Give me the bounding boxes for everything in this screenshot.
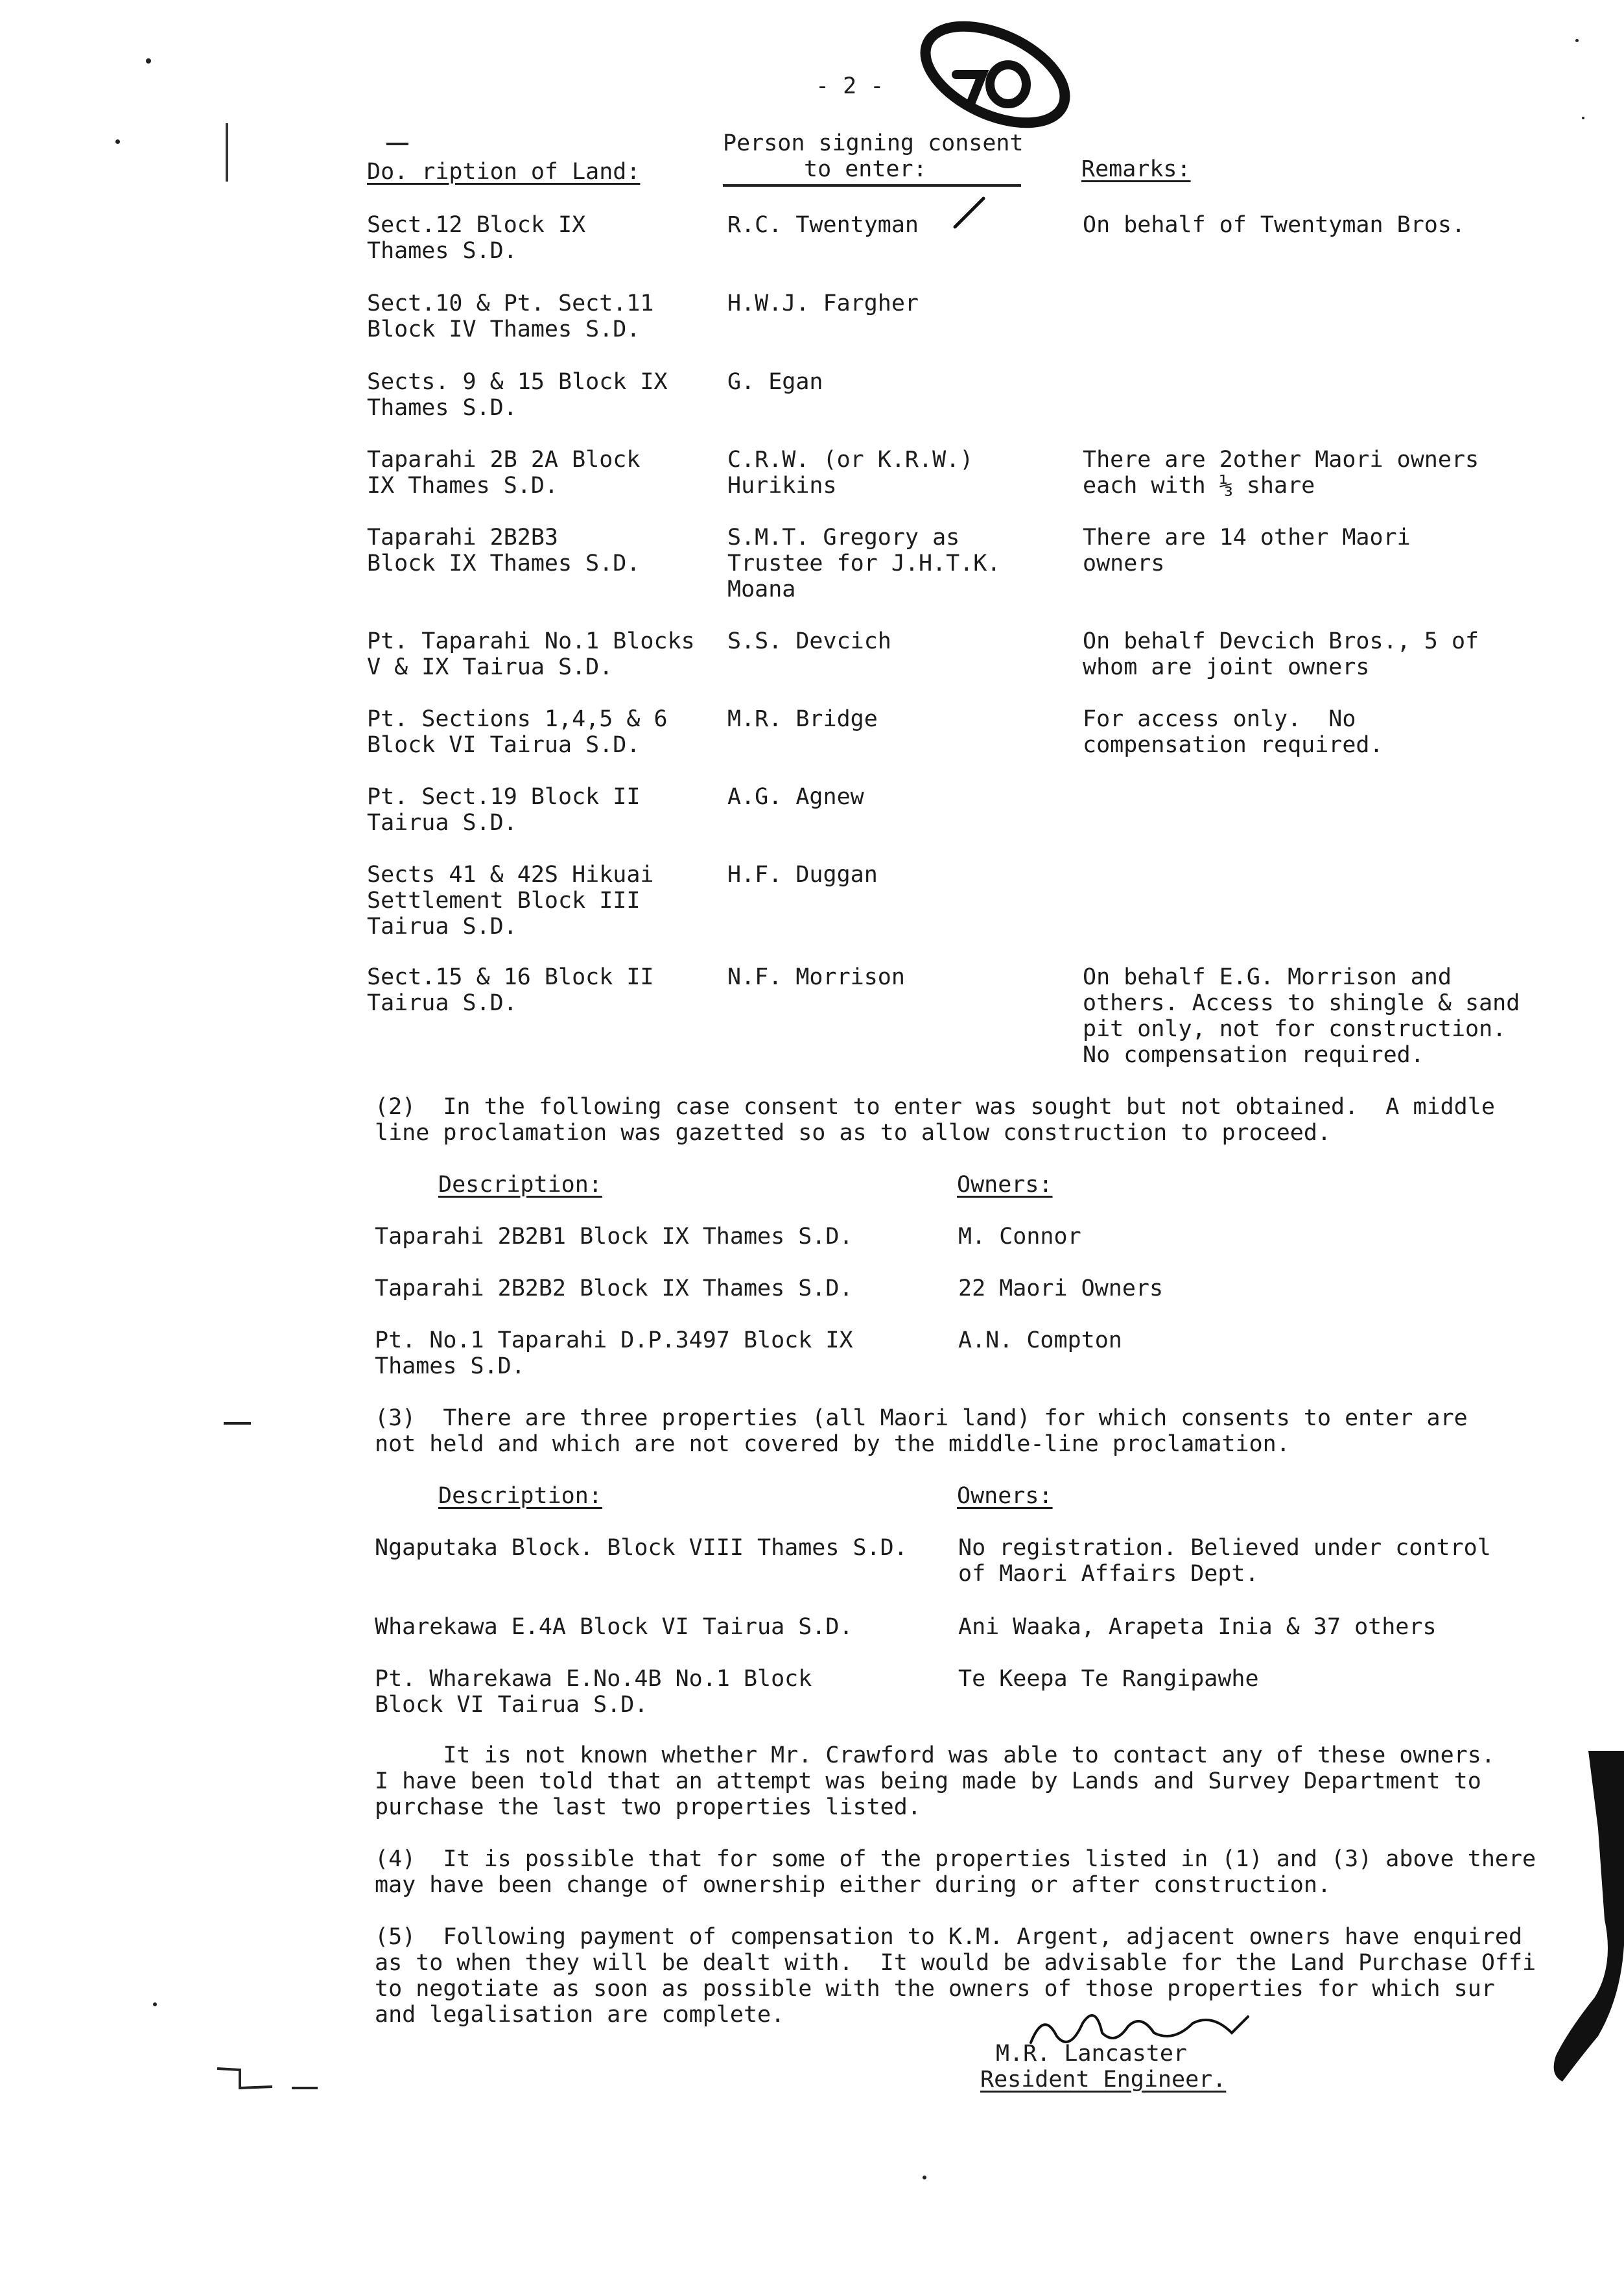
land-description: Block IX Thames S.D. (367, 551, 641, 576)
land-description: Sect.15 & 16 Block II (367, 964, 654, 990)
column-header-person-line2: to enter: (804, 156, 927, 182)
column-header-person-line1: Person signing consent (723, 130, 1024, 156)
paragraph-line: (2) In the following case consent to enter was sought but not obtained. A middle (375, 1094, 1495, 1120)
scan-speck (1582, 117, 1584, 119)
person-signing: R.C. Twentyman (727, 212, 919, 238)
column-header-description: Do. ription of Land: (367, 159, 641, 185)
paragraph-line: I have been told that an attempt was being made by Lands and Survey Department to (375, 1768, 1481, 1794)
land-description: Sects. 9 & 15 Block IX (367, 369, 668, 395)
land-description: V & IX Tairua S.D. (367, 654, 613, 680)
owners-header: Owners: (957, 1483, 1053, 1509)
land-description: Sect.12 Block IX (367, 212, 586, 238)
paragraph-line: and legalisation are complete. (375, 2002, 785, 2028)
land-description: Pt. Sect.19 Block II (367, 784, 641, 810)
signatory-name: M.R. Lancaster (996, 2041, 1188, 2067)
person-signing: M.R. Bridge (727, 706, 878, 732)
paragraph-line: purchase the last two properties listed. (375, 1794, 921, 1820)
remarks-text: each with ⅓ share (1083, 473, 1315, 499)
remarks-text: On behalf E.G. Morrison and (1083, 964, 1452, 990)
paragraph-line: as to when they will be dealt with. It would be advisable for the Land Purchase Offi (375, 1950, 1536, 1976)
land-description: Thames S.D. (367, 395, 517, 421)
handwritten-page-mark (911, 13, 1079, 136)
paragraph-line: not held and which are not covered by the middle-line proclamation. (375, 1431, 1290, 1457)
property-description: Thames S.D. (375, 1353, 525, 1379)
remarks-text: There are 14 other Maori (1083, 525, 1411, 551)
property-description: Taparahi 2B2B2 Block IX Thames S.D. (375, 1275, 853, 1301)
person-signing: G. Egan (727, 369, 823, 395)
margin-dash (226, 123, 228, 182)
owners-header: Owners: (957, 1172, 1053, 1198)
land-description: Pt. Sections 1,4,5 & 6 (367, 706, 668, 732)
land-description: IX Thames S.D. (367, 473, 559, 499)
paragraph-line: It is not known whether Mr. Crawford was able to contact any of these owners. (375, 1742, 1495, 1768)
margin-mark (214, 2062, 331, 2094)
property-description: Wharekawa E.4A Block VI Tairua S.D. (375, 1614, 853, 1640)
property-owners: Te Keepa Te Rangipawhe (958, 1666, 1259, 1692)
person-signing: H.F. Duggan (727, 862, 878, 888)
person-signing: A.G. Agnew (727, 784, 864, 810)
land-description: Pt. Taparahi No.1 Blocks (367, 628, 695, 654)
paragraph-line: line proclamation was gazetted so as to allow construction to proceed. (375, 1120, 1332, 1146)
paragraph-line: (3) There are three properties (all Maori land) for which consents to enter are (375, 1405, 1468, 1431)
scan-speck (1575, 39, 1579, 42)
page-number: - 2 - (816, 73, 884, 99)
remarks-text: compensation required. (1083, 732, 1383, 758)
land-description: Tairua S.D. (367, 990, 517, 1016)
paragraph-line: (5) Following payment of compensation to K.M. Argent, adjacent owners have enquired (375, 1924, 1523, 1950)
person-signing: Moana (727, 576, 796, 602)
property-description: Ngaputaka Block. Block VIII Thames S.D. (375, 1535, 908, 1561)
remarks-text: On behalf of Twentyman Bros. (1083, 212, 1466, 238)
paragraph-line: to negotiate as soon as possible with the owners of those properties for which sur (375, 1976, 1495, 2002)
signatory-title: Resident Engineer. (980, 2067, 1227, 2093)
scan-speck (153, 2002, 157, 2006)
scan-speck (146, 58, 151, 64)
land-description: Taparahi 2B 2A Block (367, 447, 641, 473)
person-signing: C.R.W. (or K.R.W.) (727, 447, 974, 473)
person-signing: N.F. Morrison (727, 964, 905, 990)
property-owners: of Maori Affairs Dept. (958, 1561, 1259, 1587)
land-description: Block IV Thames S.D. (367, 316, 641, 342)
person-signing: S.M.T. Gregory as (727, 525, 960, 551)
person-signing: Hurikins (727, 473, 837, 499)
remarks-text: There are 2other Maori owners (1083, 447, 1479, 473)
remarks-text: others. Access to shingle & sand (1083, 990, 1520, 1016)
person-signing: Trustee for J.H.T.K. (727, 551, 1001, 576)
property-owners: 22 Maori Owners (958, 1275, 1164, 1301)
property-description: Block VI Tairua S.D. (375, 1692, 648, 1718)
property-description: Pt. No.1 Taparahi D.P.3497 Block IX (375, 1327, 853, 1353)
property-description: Taparahi 2B2B1 Block IX Thames S.D. (375, 1224, 853, 1250)
description-header: Description: (438, 1483, 602, 1509)
land-description: Settlement Block III (367, 888, 641, 914)
remarks-text: For access only. No (1083, 706, 1356, 732)
paragraph-line: (4) It is possible that for some of the properties listed in (1) and (3) above there (375, 1846, 1536, 1872)
scan-speck (923, 2176, 926, 2179)
land-description: Block VI Tairua S.D. (367, 732, 641, 758)
property-owners: Ani Waaka, Arapeta Inia & 37 others (958, 1614, 1437, 1640)
scan-speck (115, 139, 120, 144)
property-owners: A.N. Compton (958, 1327, 1122, 1353)
remarks-text: whom are joint owners (1083, 654, 1370, 680)
remarks-text: pit only, not for construction. (1083, 1016, 1507, 1042)
scan-edge-artifact (1459, 1751, 1624, 2088)
check-mark (950, 193, 989, 232)
remarks-text: No compensation required. (1083, 1042, 1424, 1068)
remarks-text: owners (1083, 551, 1165, 576)
property-owners: No registration. Believed under control (958, 1535, 1491, 1561)
land-description: Thames S.D. (367, 238, 517, 264)
land-description: Tairua S.D. (367, 914, 517, 940)
land-description: Taparahi 2B2B3 (367, 525, 559, 551)
person-signing: S.S. Devcich (727, 628, 891, 654)
person-signing: H.W.J. Fargher (727, 291, 919, 316)
margin-dash (224, 1422, 251, 1425)
description-header: Description: (438, 1172, 602, 1198)
remarks-text: On behalf Devcich Bros., 5 of (1083, 628, 1479, 654)
property-owners: M. Connor (958, 1224, 1081, 1250)
paragraph-line: may have been change of ownership either during or after construction. (375, 1872, 1332, 1898)
header-rule (723, 184, 1021, 187)
property-description: Pt. Wharekawa E.No.4B No.1 Block (375, 1666, 812, 1692)
land-description: Tairua S.D. (367, 810, 517, 836)
column-header-remarks: Remarks: (1081, 156, 1191, 182)
land-description: Sect.10 & Pt. Sect.11 (367, 291, 654, 316)
land-description: Sects 41 & 42S Hikuai (367, 862, 654, 888)
margin-dash (386, 143, 408, 145)
